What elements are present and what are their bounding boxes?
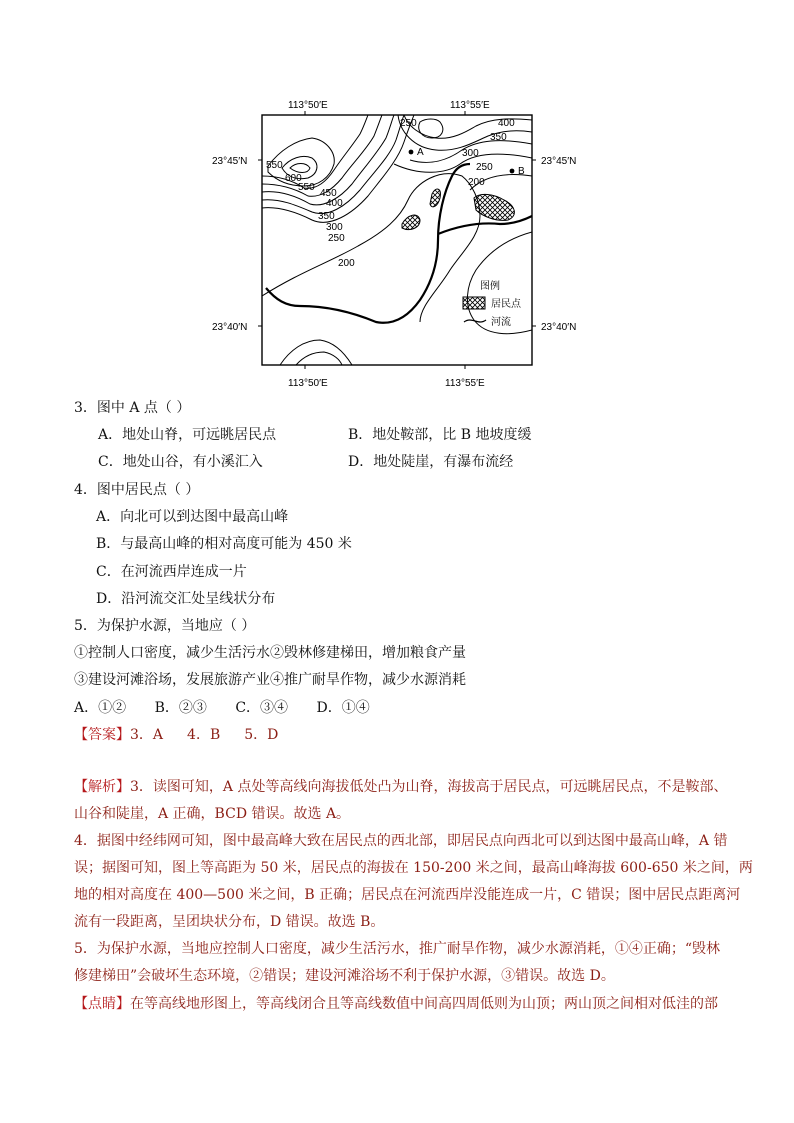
q5-options xyxy=(74,698,370,718)
analysis-tag: 【解析】 xyxy=(74,779,130,795)
analysis-line: 地的相对高度在 400—500 米之间，B 正确；居民点在河流西岸没能连成一片，C 错误；图中居民点距离河 xyxy=(74,887,741,903)
q4-option-c: C．在河流西岸连成一片 xyxy=(96,564,247,580)
lon-label-right-top: 113°55′E xyxy=(450,100,490,111)
contour-label: 550 xyxy=(266,160,283,171)
contour-label: 350 xyxy=(318,211,335,222)
analysis-line: 4．据图中经纬网可知，图中最高峰大致在居民点的西北部，即居民点向西北可以到达图中最高山峰，A 错 xyxy=(74,833,728,849)
q5-option-c: C．③④ xyxy=(235,700,289,716)
contour-label: 600 xyxy=(285,173,302,184)
tip-text: 在等高线地形图上，等高线闭合且等高线数值中间高四周低则为山顶；两山顶之间相对低洼的部 xyxy=(130,996,718,1012)
q3-option-a: A．地处山脊，可远眺居民点 xyxy=(98,427,277,443)
contour-label: 200 xyxy=(338,258,355,269)
analysis-text: 3．读图可知，A 点处等高线向海拔低处凸为山脊，海拔高于居民点，可远眺居民点，不是鞍部、 xyxy=(130,779,728,795)
q5-option-a: A．①② xyxy=(74,700,127,716)
lon-label-right-bottom: 113°55′E xyxy=(445,378,485,389)
legend-settlement-swatch xyxy=(463,297,485,309)
contour-label: 250 xyxy=(476,162,493,173)
analysis-line: 流有一段距离，呈团块状分布，D 错误。故选 B。 xyxy=(74,914,385,930)
q5-stem: 5．为保护水源，当地应（ ） xyxy=(74,618,256,634)
contour-label: 250 xyxy=(400,118,417,129)
contour-map xyxy=(0,0,794,400)
contour-label: 300 xyxy=(326,222,343,233)
contour-label: 400 xyxy=(326,198,343,209)
legend-river-label: 河流 xyxy=(491,317,511,328)
answer-item: 3．A xyxy=(130,727,164,743)
legend-settlement-label: 居民点 xyxy=(491,299,521,310)
tip-line xyxy=(74,994,718,1014)
legend-title: 图例 xyxy=(480,281,500,292)
lat-label-left-bottom: 23°40′N xyxy=(212,322,248,333)
contour-label: 400 xyxy=(498,118,515,129)
lon-label-left-top: 113°50′E xyxy=(288,100,328,111)
q4-option-d: D．沿河流交汇处呈线状分布 xyxy=(96,591,276,607)
analysis-line xyxy=(74,777,727,797)
contour-label: 550 xyxy=(298,182,315,193)
answer-line xyxy=(74,725,278,745)
answer-item: 4．B xyxy=(187,727,221,743)
q4-option-a: A．向北可以到达图中最高山峰 xyxy=(96,509,289,525)
q3-option-d: D．地处陡崖，有瀑布流经 xyxy=(348,454,514,470)
lat-label-right-bottom: 23°40′N xyxy=(541,322,577,333)
analysis-line: 修建梯田”会破坏生态环境，②错误；建设河滩浴场不利于保护水源，③错误。故选 D。 xyxy=(74,968,615,984)
contour-label: 450 xyxy=(320,188,337,199)
lon-label-left-bottom: 113°50′E xyxy=(288,378,328,389)
point-a-label: A xyxy=(417,147,424,158)
point-b-label: B xyxy=(518,166,525,177)
answer-tag: 【答案】 xyxy=(74,727,130,743)
analysis-line: 误；据图可知，图上等高距为 50 米，居民点的海拔在 150-200 米之间，最高山峰海拔 600-650 米之间，两 xyxy=(74,860,753,876)
point-b-marker xyxy=(510,169,515,174)
answer-item: 5．D xyxy=(244,727,279,743)
q5-option-b: B．②③ xyxy=(154,700,207,716)
tip-tag: 【点睛】 xyxy=(74,996,130,1012)
contour-label: 250 xyxy=(328,233,345,244)
q4-option-b: B．与最高山峰的相对高度可能为 450 米 xyxy=(96,536,352,552)
q3-option-c: C．地处山谷，有小溪汇入 xyxy=(98,454,263,470)
contour-label: 350 xyxy=(490,132,507,143)
q3-stem: 3．图中 A 点（ ） xyxy=(74,400,191,416)
q3-option-b: B．地处鞍部，比 B 地坡度缓 xyxy=(348,427,532,443)
contour-label: 300 xyxy=(462,148,479,159)
analysis-line: 5．为保护水源，当地应控制人口密度，减少生活污水，推广耐旱作物，减少水源消耗，①④正确；“毁林 xyxy=(74,941,721,957)
lat-label-left-top: 23°45′N xyxy=(212,156,248,167)
point-a-marker xyxy=(409,150,414,155)
q4-stem: 4．图中居民点（ ） xyxy=(74,482,200,498)
q5-option-d: D．①④ xyxy=(316,700,370,716)
analysis-line: 山谷和陡崖，A 正确，BCD 错误。故选 A。 xyxy=(74,806,351,822)
contour-label: 200 xyxy=(468,177,485,188)
q5-statement-line-2: ③建设河滩浴场，发展旅游产业④推广耐旱作物，减少水源消耗 xyxy=(74,672,466,688)
q5-statement-line-1: ①控制人口密度，减少生活污水②毁林修建梯田，增加粮食产量 xyxy=(74,645,466,661)
lat-label-right-top: 23°45′N xyxy=(541,156,577,167)
